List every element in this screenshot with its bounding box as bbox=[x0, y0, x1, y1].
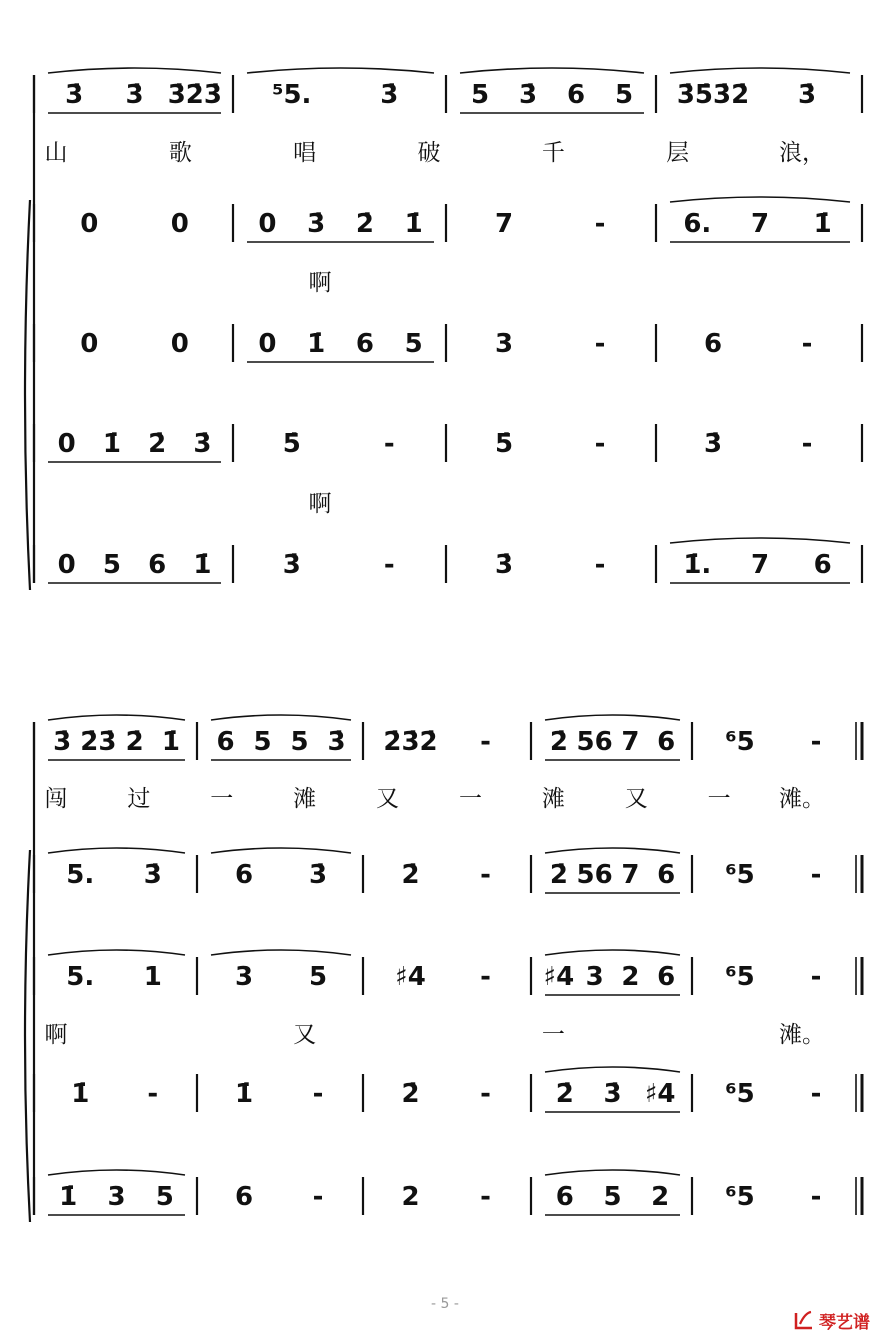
note: ⁵5. bbox=[272, 80, 312, 110]
note: 5̇ bbox=[282, 429, 301, 459]
note: - bbox=[810, 727, 822, 757]
note: 7 bbox=[750, 209, 770, 239]
note: 3̇ bbox=[143, 860, 162, 890]
note: 7 bbox=[621, 860, 640, 890]
note: 6. bbox=[683, 209, 712, 239]
slur bbox=[211, 848, 351, 853]
note: 1̇ bbox=[59, 1182, 78, 1212]
slur bbox=[545, 1067, 680, 1072]
note: 6 bbox=[657, 860, 676, 890]
lyric: 又 bbox=[624, 786, 648, 812]
note: 3̇5̇3̇2̇ bbox=[676, 80, 750, 110]
note: 3̇ bbox=[797, 80, 817, 110]
note: 3̇2̇3̇ bbox=[167, 80, 222, 110]
lyric: 滩。 bbox=[779, 786, 825, 812]
note: - bbox=[383, 550, 395, 580]
note: ⁶5 bbox=[725, 860, 755, 890]
note: 0 bbox=[80, 209, 99, 239]
note: 0 bbox=[80, 329, 99, 359]
note: 2̇ bbox=[125, 727, 144, 757]
note: - bbox=[594, 329, 606, 359]
note: 7 bbox=[750, 550, 770, 580]
note: 7 bbox=[494, 209, 514, 239]
lyric: 山 bbox=[44, 140, 68, 166]
note: - bbox=[801, 329, 813, 359]
note: 2̇ bbox=[355, 209, 374, 239]
staff-voice-2 bbox=[34, 950, 862, 1048]
note: 5 bbox=[102, 550, 121, 580]
lyric: 闯 bbox=[44, 786, 68, 812]
page-number: - 5 - bbox=[431, 1296, 459, 1312]
note: - bbox=[480, 727, 491, 757]
slur bbox=[670, 197, 850, 202]
note: 0 bbox=[170, 329, 189, 359]
lyric: 一 bbox=[707, 786, 731, 812]
score-system-1 bbox=[25, 68, 862, 590]
qinyipu-logo-icon bbox=[793, 1309, 815, 1331]
note: 56 bbox=[576, 860, 613, 890]
note: - bbox=[810, 962, 822, 992]
lyric: 滩 bbox=[293, 786, 317, 812]
note: ⁶5 bbox=[725, 962, 755, 992]
note: 6 bbox=[657, 962, 676, 992]
staff-voice-2 bbox=[34, 324, 862, 362]
watermark-brand: 琴艺谱 bbox=[819, 1312, 870, 1333]
note: - bbox=[594, 550, 606, 580]
note: 3̇ bbox=[193, 429, 212, 459]
note: 5 bbox=[290, 727, 309, 757]
note: 3̇ bbox=[308, 860, 328, 890]
note: 1̇ bbox=[234, 1079, 254, 1109]
lyric: 啊 bbox=[308, 270, 332, 296]
note: 0 bbox=[57, 429, 76, 459]
note: 5. bbox=[66, 962, 95, 992]
note: ⁶5 bbox=[725, 727, 755, 757]
note: 0 bbox=[170, 209, 189, 239]
note: 1̇ bbox=[813, 209, 832, 239]
note: 5 bbox=[155, 1182, 174, 1212]
note: 3 bbox=[234, 962, 254, 992]
slur bbox=[460, 68, 644, 73]
staff-voice-1 bbox=[34, 197, 862, 296]
note: ♯4 bbox=[543, 962, 575, 992]
note: - bbox=[594, 429, 606, 459]
note: 6 bbox=[148, 550, 167, 580]
lyric: 啊 bbox=[44, 1022, 68, 1048]
note: 5 bbox=[404, 329, 423, 359]
note: 2 bbox=[621, 962, 640, 992]
note: 6 bbox=[657, 727, 676, 757]
staff-voice-4 bbox=[34, 1170, 862, 1215]
note: 6 bbox=[234, 1182, 254, 1212]
note: 3̇ bbox=[282, 550, 301, 580]
slur bbox=[247, 68, 434, 73]
lyric: 滩。 bbox=[779, 1022, 825, 1048]
note: - bbox=[383, 429, 395, 459]
note: 2̇ bbox=[549, 860, 568, 890]
note: - bbox=[594, 209, 606, 239]
staff-voice-1 bbox=[34, 848, 862, 893]
slur bbox=[211, 950, 351, 955]
note: ♯4 bbox=[395, 962, 426, 992]
note: 2̇3̇ bbox=[80, 727, 117, 757]
note: 3 bbox=[585, 962, 604, 992]
note: 1̇ bbox=[161, 727, 180, 757]
note: 7 bbox=[621, 727, 640, 757]
note: 3̇ bbox=[53, 727, 72, 757]
staff-melody bbox=[34, 68, 862, 166]
slur bbox=[670, 538, 850, 543]
note: 2̇ bbox=[148, 429, 167, 459]
note: 1̇ bbox=[193, 550, 212, 580]
note: 6 bbox=[216, 727, 235, 757]
slur bbox=[211, 715, 351, 720]
note: ⁶5 bbox=[725, 1079, 755, 1109]
lyric: 一 bbox=[210, 786, 234, 812]
note: 3 bbox=[494, 329, 514, 359]
note: 5 bbox=[470, 80, 490, 110]
lyric: 一 bbox=[541, 1022, 565, 1048]
lyric: 一 bbox=[458, 786, 482, 812]
note: 1̇ bbox=[71, 1079, 90, 1109]
note: ⁶5 bbox=[725, 1182, 755, 1212]
note: 6 bbox=[355, 329, 374, 359]
note: 1̇ bbox=[307, 329, 326, 359]
note: 0 bbox=[258, 329, 277, 359]
note: 3̇ bbox=[380, 80, 399, 110]
note: 1̇ bbox=[404, 209, 423, 239]
lyric: 浪， bbox=[779, 140, 825, 166]
note: 3 bbox=[107, 1182, 126, 1212]
staff-voice-4 bbox=[34, 538, 862, 583]
note: 3̇ bbox=[307, 209, 326, 239]
note: 3̇ bbox=[125, 80, 144, 110]
slur bbox=[545, 715, 680, 720]
note: ♯4 bbox=[644, 1079, 676, 1109]
note: - bbox=[312, 1182, 324, 1212]
note: 2 bbox=[401, 1182, 420, 1212]
note: 5 bbox=[253, 727, 272, 757]
note: - bbox=[801, 429, 813, 459]
note: - bbox=[810, 1079, 822, 1109]
lyric: 破 bbox=[417, 140, 441, 166]
slur bbox=[545, 950, 680, 955]
note: 6 bbox=[566, 80, 586, 110]
slur bbox=[545, 848, 680, 853]
lyric: 唱 bbox=[293, 140, 317, 166]
note: 3̇ bbox=[494, 550, 514, 580]
note: 5 bbox=[603, 1182, 622, 1212]
staff-melody bbox=[34, 715, 862, 812]
note: 1 bbox=[143, 962, 162, 992]
choir-brace bbox=[25, 850, 30, 1222]
lyric: 滩 bbox=[541, 786, 565, 812]
note: 2̇ bbox=[401, 860, 420, 890]
note: - bbox=[480, 1079, 491, 1109]
slur bbox=[670, 68, 850, 73]
note: - bbox=[312, 1079, 324, 1109]
note: 5 bbox=[308, 962, 328, 992]
lyric: 又 bbox=[376, 786, 400, 812]
note: 6 bbox=[813, 550, 832, 580]
note: 3̇ bbox=[65, 80, 84, 110]
note: 3̇ bbox=[603, 1079, 622, 1109]
slur bbox=[48, 715, 185, 720]
note: 5 bbox=[614, 80, 634, 110]
lyric: 又 bbox=[293, 1022, 317, 1048]
note: - bbox=[480, 1182, 491, 1212]
lyric: 歌 bbox=[168, 140, 192, 166]
note: 6 bbox=[703, 329, 723, 359]
note: 2 bbox=[651, 1182, 670, 1212]
note: - bbox=[147, 1079, 159, 1109]
note: 2̇ bbox=[549, 727, 568, 757]
note: - bbox=[810, 1182, 822, 1212]
note: 2̇ bbox=[401, 1079, 420, 1109]
lyric: 千 bbox=[541, 140, 565, 166]
choir-brace bbox=[25, 200, 30, 590]
note: 0 bbox=[258, 209, 277, 239]
note: - bbox=[480, 962, 491, 992]
note: 3̇ bbox=[703, 429, 723, 459]
note: 2̇ bbox=[555, 1079, 574, 1109]
note: 5̇ bbox=[494, 429, 514, 459]
lyric: 过 bbox=[127, 786, 151, 812]
lyric: 啊 bbox=[308, 491, 332, 517]
note: 1̇ bbox=[102, 429, 121, 459]
watermark-logo bbox=[793, 1306, 885, 1334]
note: 2̇3̇2̇ bbox=[383, 727, 438, 757]
score-system-2 bbox=[25, 715, 862, 1222]
staff-voice-3 bbox=[34, 424, 862, 517]
note: 1̇. bbox=[683, 550, 712, 580]
note: 3̇ bbox=[518, 80, 538, 110]
note: 5. bbox=[66, 860, 95, 890]
note: 6 bbox=[555, 1182, 574, 1212]
note: - bbox=[810, 860, 822, 890]
note: 56 bbox=[576, 727, 613, 757]
slur bbox=[48, 848, 185, 853]
slur bbox=[48, 950, 185, 955]
slur bbox=[48, 1170, 185, 1175]
lyric: 层 bbox=[666, 140, 690, 166]
slur bbox=[48, 68, 221, 73]
slur bbox=[545, 1170, 680, 1175]
staff-voice-3 bbox=[34, 1067, 862, 1112]
note: 3̇ bbox=[327, 727, 346, 757]
note: 6 bbox=[234, 860, 254, 890]
note: - bbox=[480, 860, 491, 890]
note: 0 bbox=[57, 550, 76, 580]
